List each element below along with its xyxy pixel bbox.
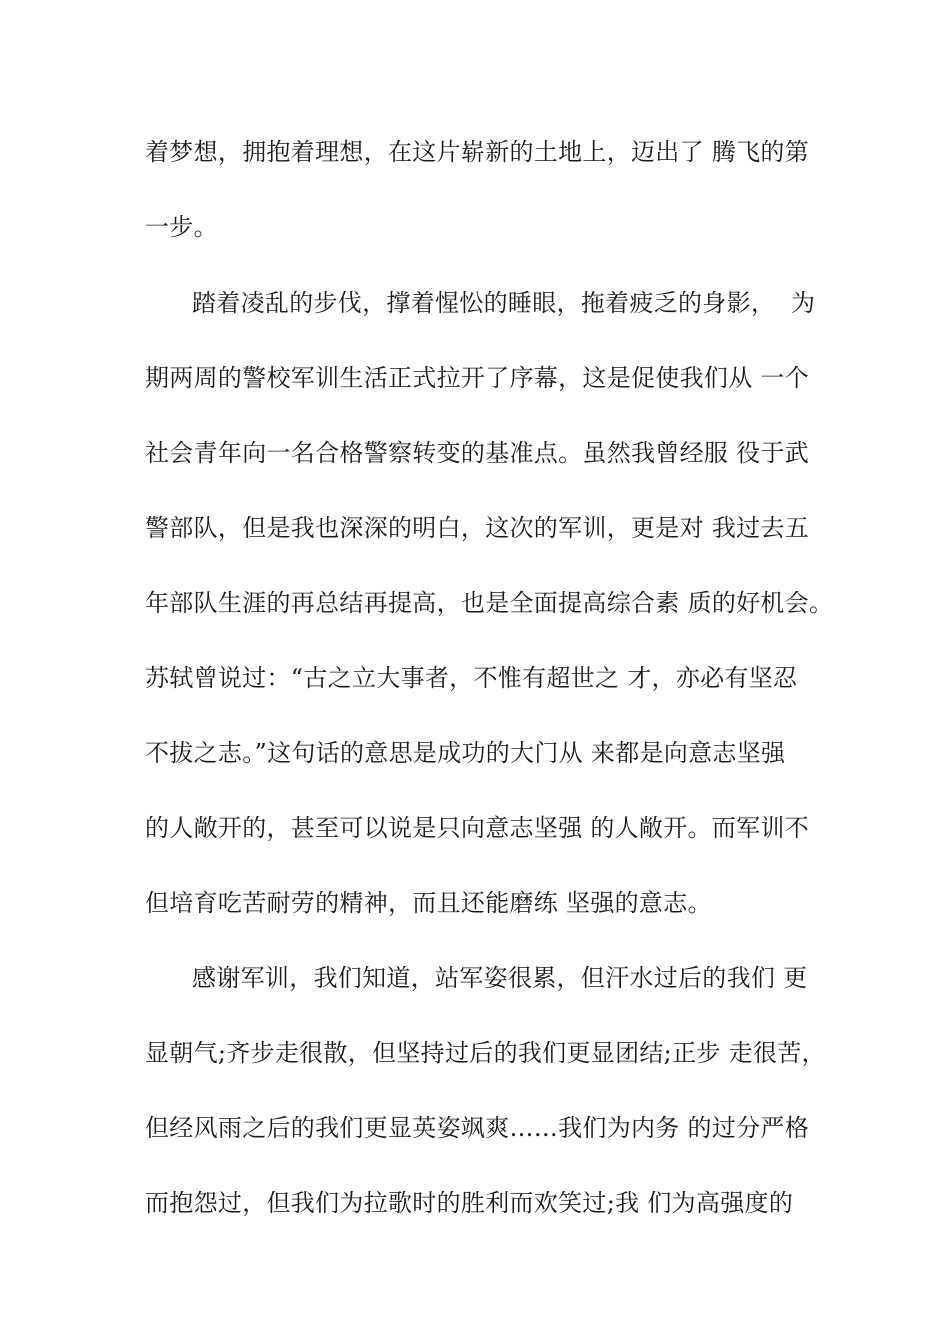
text-line-1: 着梦想，拥抱着理想，在这片崭新的土地上，迈出了 腾飞的第	[145, 138, 810, 166]
text-line-14: 但经风雨之后的我们更显英姿飒爽……我们为内务 的过分严格	[145, 1114, 810, 1142]
text-line-5: 社会青年向一名合格警察转变的基准点。虽然我曾经服 役于武	[145, 439, 810, 467]
text-line-2: 一步。	[145, 213, 218, 241]
text-line-12: 感谢军训，我们知道，站军姿很累，但汗水过后的我们 更	[192, 964, 808, 992]
text-line-4: 期两周的警校军训生活正式拉开了序幕，这是促使我们从 一个	[145, 364, 810, 392]
text-line-8: 苏轼曾说过：“古之立大事者，不惟有超世之 才，亦必有坚忍	[145, 664, 798, 692]
text-line-15: 而抱怨过，但我们为拉歌时的胜利而欢笑过;我 们为高强度的	[145, 1189, 794, 1217]
text-line-9: 不拔之志。”这句话的意思是成功的大门从 来都是向意志坚强	[145, 739, 786, 767]
text-line-10: 的人敞开的，甚至可以说是只向意志坚强 的人敞开。而军训不	[145, 814, 810, 842]
text-line-3: 踏着凌乱的步伐，撑着惺忪的睡眼，拖着疲乏的身影， 为	[192, 289, 816, 317]
text-line-11: 但培育吃苦耐劳的精神，而且还能磨练 坚强的意志。	[145, 889, 712, 917]
text-line-13: 显朝气;齐步走很散，但坚持过后的我们更显团结;正步 走很苦，	[145, 1039, 826, 1067]
text-line-7: 年部队生涯的再总结再提高，也是全面提高综合素 质的好机会。	[145, 589, 834, 617]
text-line-6: 警部队，但是我也深深的明白，这次的军训，更是对 我过去五	[145, 514, 810, 542]
